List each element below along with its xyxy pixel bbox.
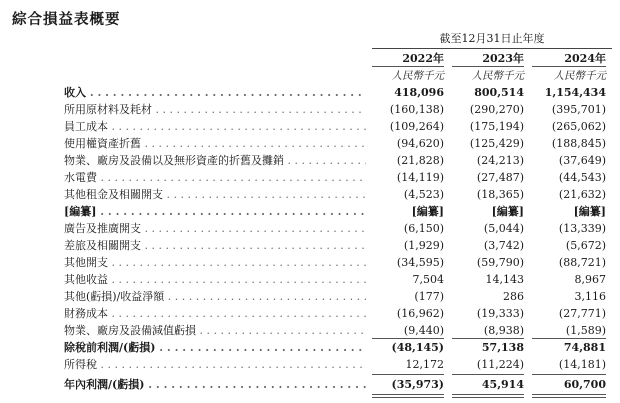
column-unit: 人民幣千元 — [471, 70, 524, 82]
table-row — [0, 376, 620, 393]
row-value: (5,044) — [483, 222, 524, 235]
row-value: 8,967 — [574, 273, 606, 286]
table-row — [0, 135, 620, 152]
period-header: 截至12月31日止年度 — [439, 32, 545, 45]
row-value: (1,929) — [403, 239, 444, 252]
row-value: (59,790) — [476, 256, 524, 269]
row-label: 財務成本 . . . — [64, 305, 366, 322]
row-value: 1,154,434 — [544, 86, 606, 99]
total-double-rule — [372, 394, 444, 398]
row-label: 水電費 . . . — [64, 169, 366, 186]
row-value: (160,138) — [389, 103, 444, 116]
row-value: (1,589) — [565, 324, 606, 337]
row-value: (4,523) — [403, 188, 444, 201]
row-value: (48,145) — [391, 341, 444, 354]
row-label: 除稅前利潤/(虧損) . . . — [64, 339, 366, 356]
row-label: 年內利潤/(虧損) . . . — [64, 376, 366, 393]
row-value: (8,938) — [483, 324, 524, 337]
row-value: (13,339) — [558, 222, 606, 235]
row-value: (265,062) — [551, 120, 606, 133]
row-value: (14,181) — [558, 358, 606, 371]
subtotal-rule — [452, 374, 524, 375]
row-value: (395,701) — [551, 103, 606, 116]
row-label: 其他開支 . . . — [64, 254, 366, 271]
row-value: (37,649) — [558, 154, 606, 167]
row-label: [編纂] . . . — [64, 203, 366, 220]
column-year-2022: 2022年 — [402, 52, 444, 65]
row-label: 所得稅 . . . — [64, 356, 366, 373]
total-double-rule — [532, 394, 606, 398]
row-value: (188,845) — [551, 137, 606, 150]
row-label: 其他租金及相關開支 . . . — [64, 186, 366, 203]
subtotal-rule — [532, 338, 606, 339]
row-value: [編纂] — [491, 205, 524, 218]
row-value: 800,514 — [474, 86, 524, 99]
column-year-2024: 2024年 — [564, 52, 606, 65]
table-row — [0, 356, 620, 373]
row-value: (34,595) — [396, 256, 444, 269]
row-value: (3,742) — [483, 239, 524, 252]
row-value: (94,620) — [396, 137, 444, 150]
row-label: 收入 . . . — [64, 84, 366, 101]
table-row — [0, 118, 620, 135]
row-value: (18,365) — [476, 188, 524, 201]
column-rule — [372, 66, 444, 67]
subtotal-rule — [372, 338, 444, 339]
row-value: (21,828) — [396, 154, 444, 167]
row-value: (175,194) — [469, 120, 524, 133]
subtotal-rule — [532, 374, 606, 375]
row-label: 廣告及推廣開支 . . . — [64, 220, 366, 237]
row-value: (9,440) — [403, 324, 444, 337]
row-value: (88,721) — [558, 256, 606, 269]
column-year-2023: 2023年 — [482, 52, 524, 65]
table-row — [0, 254, 620, 271]
table-row — [0, 322, 620, 339]
row-value: 286 — [503, 290, 524, 303]
table-row — [0, 237, 620, 254]
column-unit: 人民幣千元 — [391, 70, 444, 82]
row-label: 物業、廠房及設備以及無形資產的折舊及攤銷 . . . — [64, 152, 366, 169]
table-row — [0, 220, 620, 237]
row-value: 418,096 — [394, 86, 444, 99]
total-double-rule — [452, 394, 524, 398]
row-value: 57,138 — [481, 341, 524, 354]
row-label: 差旅及相關開支 . . . — [64, 237, 366, 254]
table-row — [0, 169, 620, 186]
row-value: (19,333) — [476, 307, 524, 320]
row-value: (125,429) — [469, 137, 524, 150]
row-value: 12,172 — [405, 358, 444, 371]
table-row — [0, 203, 620, 220]
row-value: [編纂] — [573, 205, 606, 218]
table-row — [0, 288, 620, 305]
table-row — [0, 339, 620, 356]
subtotal-rule — [452, 338, 524, 339]
row-value: (5,672) — [565, 239, 606, 252]
row-value: (21,632) — [558, 188, 606, 201]
row-value: (44,543) — [558, 171, 606, 184]
column-rule — [532, 66, 606, 67]
row-value: (290,270) — [469, 103, 524, 116]
table-row — [0, 152, 620, 169]
row-value: 3,116 — [574, 290, 606, 303]
table-row — [0, 305, 620, 322]
row-value: (35,973) — [391, 378, 444, 391]
row-value: (109,264) — [389, 120, 444, 133]
row-value: (177) — [414, 290, 444, 303]
row-label: 物業、廠房及設備減值虧損 . . . — [64, 322, 366, 339]
period-header-rule — [372, 48, 612, 49]
row-value: 45,914 — [481, 378, 524, 391]
subtotal-rule — [372, 374, 444, 375]
row-label: 其他(虧損)/收益淨額 . . . — [64, 288, 366, 305]
column-unit: 人民幣千元 — [553, 70, 606, 82]
row-value: (27,487) — [476, 171, 524, 184]
row-label: 所用原材料及耗材 . . . — [64, 101, 366, 118]
page-title: 綜合損益表概要 — [12, 12, 121, 28]
row-value: 7,504 — [412, 273, 444, 286]
table-row — [0, 271, 620, 288]
row-value: [編纂] — [411, 205, 444, 218]
row-value: (16,962) — [396, 307, 444, 320]
row-label: 員工成本 . . . — [64, 118, 366, 135]
row-value: (11,224) — [476, 358, 524, 371]
table-row — [0, 101, 620, 118]
row-value: 60,700 — [563, 378, 606, 391]
row-value: (14,119) — [396, 171, 444, 184]
row-value: (6,150) — [403, 222, 444, 235]
row-value: (24,213) — [476, 154, 524, 167]
table-row — [0, 186, 620, 203]
row-label: 其他收益 . . . — [64, 271, 366, 288]
row-value: (27,771) — [558, 307, 606, 320]
row-label: 使用權資產折舊 . . . — [64, 135, 366, 152]
row-value: 74,881 — [563, 341, 606, 354]
column-rule — [452, 66, 524, 67]
table-row — [0, 84, 620, 101]
row-value: 14,143 — [485, 273, 524, 286]
